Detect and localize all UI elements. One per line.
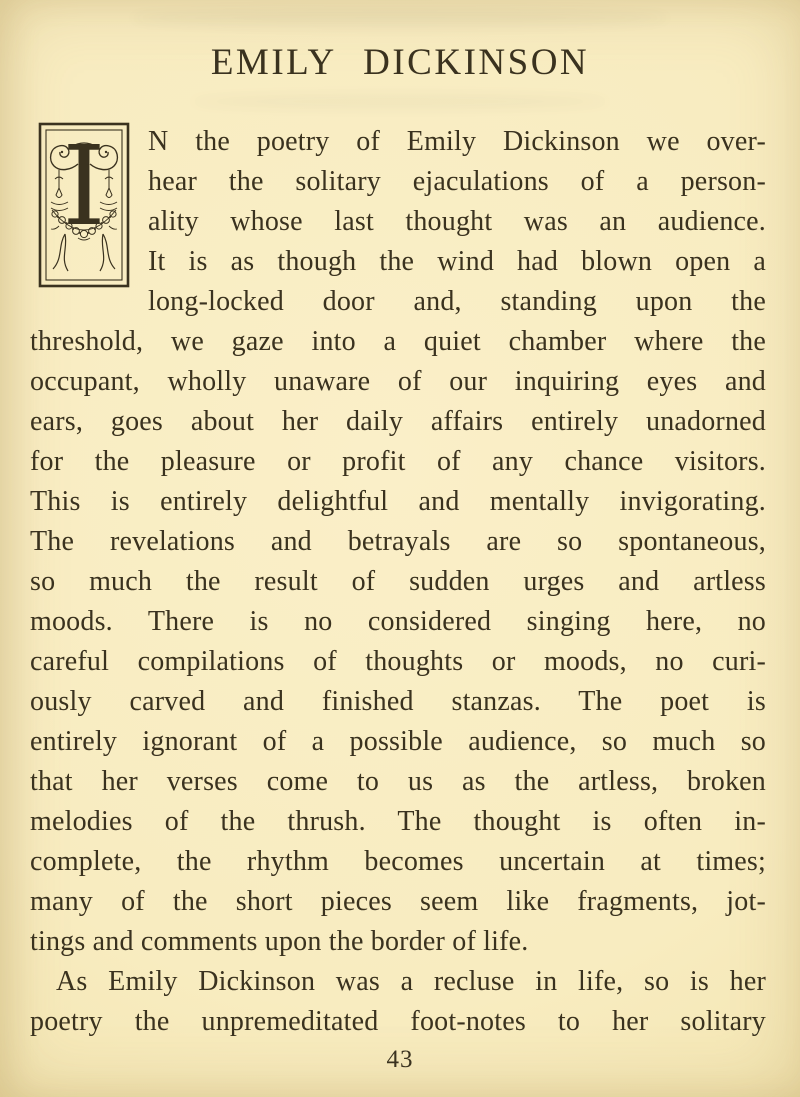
text-line: melodies of the thrush. The thought is often in- [30, 806, 766, 837]
text-line: complete, the rhythm becomes uncertain at times; [30, 846, 766, 877]
text-line: ously carved and finished stanzas. The poet is [30, 686, 766, 717]
show-through-artifact [130, 8, 670, 28]
text-line: long-locked door and, standing upon the [148, 286, 766, 317]
text-line: tings and comments upon the border of life. [30, 926, 529, 957]
drop-cap-ornament-icon [38, 122, 130, 288]
text-line: ality whose last thought was an audience. [148, 206, 766, 237]
page-number: 43 [386, 1046, 414, 1073]
text-line: N the poetry of Emily Dickinson we over- [148, 126, 766, 157]
text-line: threshold, we gaze into a quiet chamber where the [30, 326, 766, 357]
text-line: occupant, wholly unaware of our inquiring eyes and [30, 366, 766, 397]
text-line: It is as though the wind had blown open a [148, 246, 766, 277]
text-line: moods. There is no considered singing here, no [30, 606, 766, 637]
text-line: that her verses come to us as the artless, broken [30, 766, 766, 797]
show-through-artifact [190, 94, 610, 109]
page-title: EMILY DICKINSON [210, 42, 590, 83]
text-line: This is entirely delightful and mentally invigorating. [30, 486, 766, 517]
text-line: for the pleasure or profit of any chance visitors. [30, 446, 766, 477]
text-line: so much the result of sudden urges and artless [30, 566, 766, 597]
drop-cap-letter: I [62, 122, 106, 250]
text-line: careful compilations of thoughts or moods, no curi- [30, 646, 766, 677]
text-line: hear the solitary ejaculations of a person- [148, 166, 766, 197]
decorative-initial-box [38, 122, 130, 288]
text-line: many of the short pieces seem like fragments, jot- [30, 886, 766, 917]
text-line: The revelations and betrayals are so spontaneous, [30, 526, 766, 557]
text-line: As Emily Dickinson was a recluse in life, so is her [56, 966, 766, 997]
body-text [30, 122, 766, 1042]
text-line: entirely ignorant of a possible audience, so much so [30, 726, 766, 757]
text-line: poetry the unpremeditated foot-notes to her solitary [30, 1006, 766, 1037]
text-line: ears, goes about her daily affairs entirely unadorned [30, 406, 766, 437]
